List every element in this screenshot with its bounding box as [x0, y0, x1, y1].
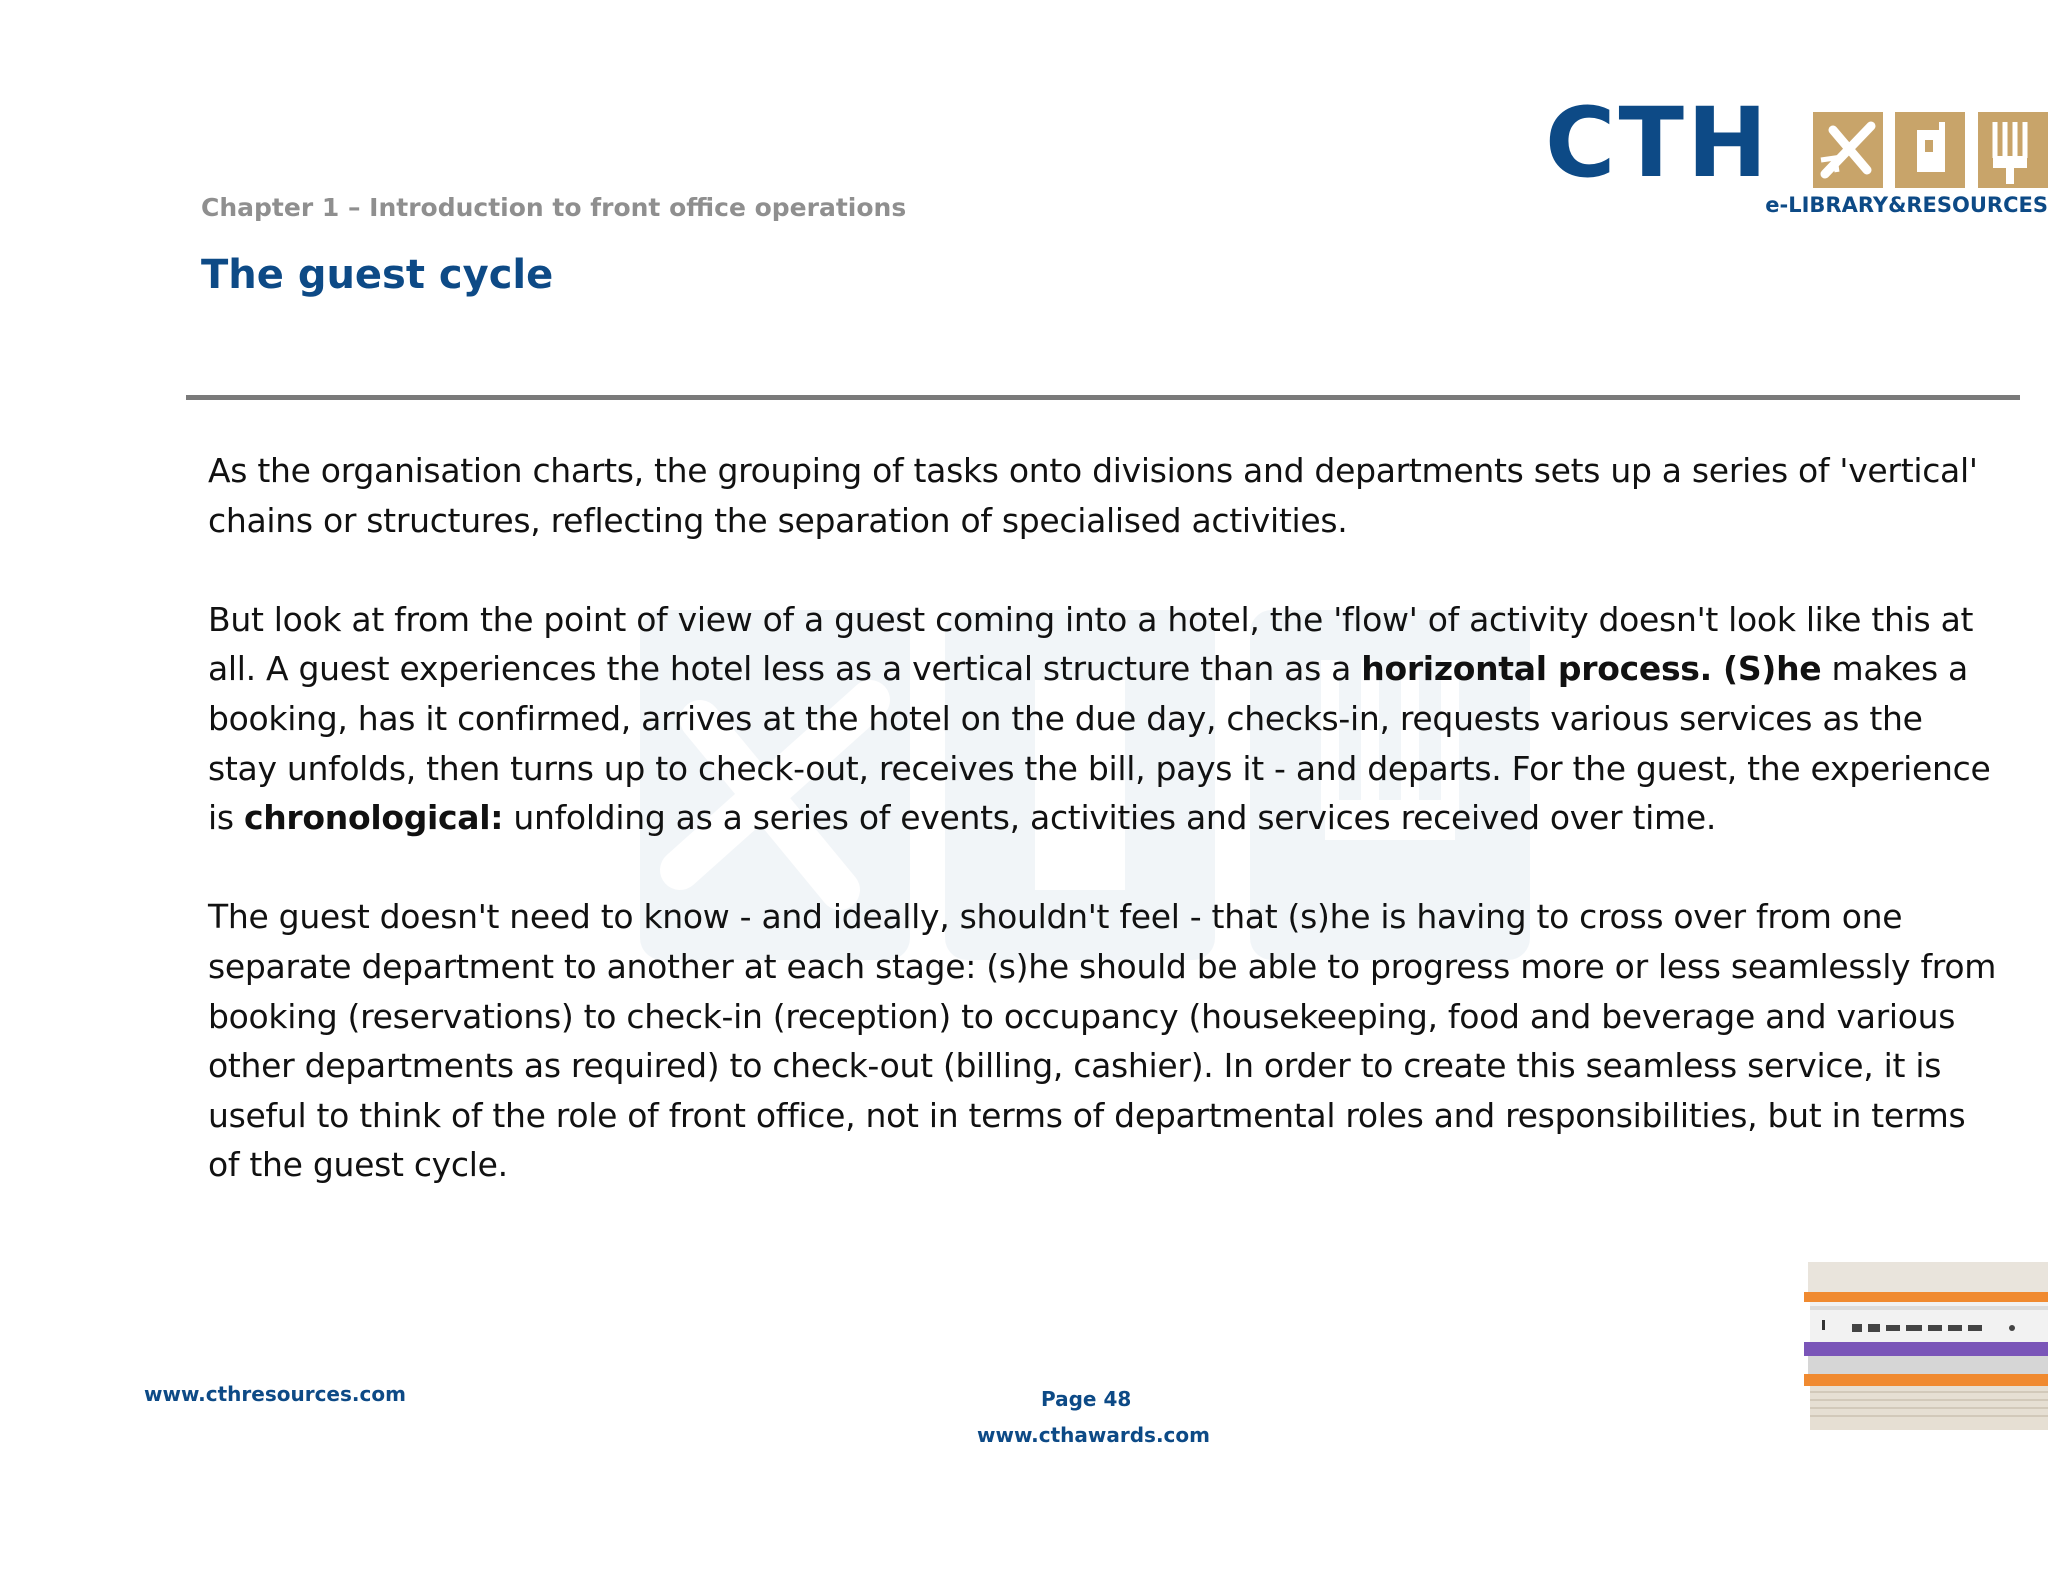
emphasis-horizontal-process: horizontal process. (S)he	[1361, 649, 1822, 689]
cth-logo	[1545, 87, 2048, 225]
fork-icon	[1978, 112, 2048, 188]
logo-text: CTH	[1545, 87, 1771, 199]
footer-awards-link[interactable]: www.cthawards.com	[977, 1423, 1210, 1447]
paragraph-1: As the organisation charts, the grouping of tasks onto divisions and departments sets up a series of 'vertical' chains or structures, reflecting the separation of specialised activities.	[208, 451, 1978, 540]
logo-tiles	[1813, 112, 2048, 188]
paragraph-2-text-a: But look at from the point of view of a guest coming into a hotel, the 'flow' of activity doesn't look like this at all. A guest experiences the hotel less as a vertical structure than as a	[208, 599, 1974, 689]
logo-tagline: e-LIBRARY&RESOURCES	[1765, 193, 2048, 217]
header-divider	[186, 395, 2020, 400]
emphasis-chronological: chronological:	[243, 798, 504, 838]
paragraph-2-text-c: makes a booking, has it confirmed, arrives at the hotel on the due day, checks-in, requests various services as the stay unfolds, then turns up to check-out, receives the bill, pays it - and departs. For the guest, the experience is	[208, 649, 1991, 838]
building-icon	[1895, 112, 1965, 188]
page-number: Page 48	[1041, 1387, 1132, 1411]
book-stack-icon	[1804, 1262, 2048, 1432]
chapter-heading: Chapter 1 – Introduction to front office operations	[201, 193, 907, 222]
airplane-icon	[1813, 112, 1883, 188]
paragraph-2-text-e: unfolding as a series of events, activities and services received over time.	[503, 798, 1717, 838]
body-text	[208, 446, 1998, 1240]
paragraph-3: The guest doesn't need to know - and ideally, shouldn't feel - that (s)he is having to cross over from one separate department to another at each stage: (s)he should be able to progress more or less seamlessly from booking (reservations) to check-in (reception) to occupancy (housekeeping, food and beverage and various other departments as required) to check-out (billing, cashier). In order to create this seamless service, it is useful to think of the role of front office, not in terms of departmental roles and responsibilities, but in terms of the guest cycle.	[208, 897, 1997, 1185]
page-title: The guest cycle	[201, 252, 554, 298]
footer-resources-link[interactable]: www.cthresources.com	[144, 1382, 406, 1406]
paragraph-2	[208, 595, 1998, 843]
